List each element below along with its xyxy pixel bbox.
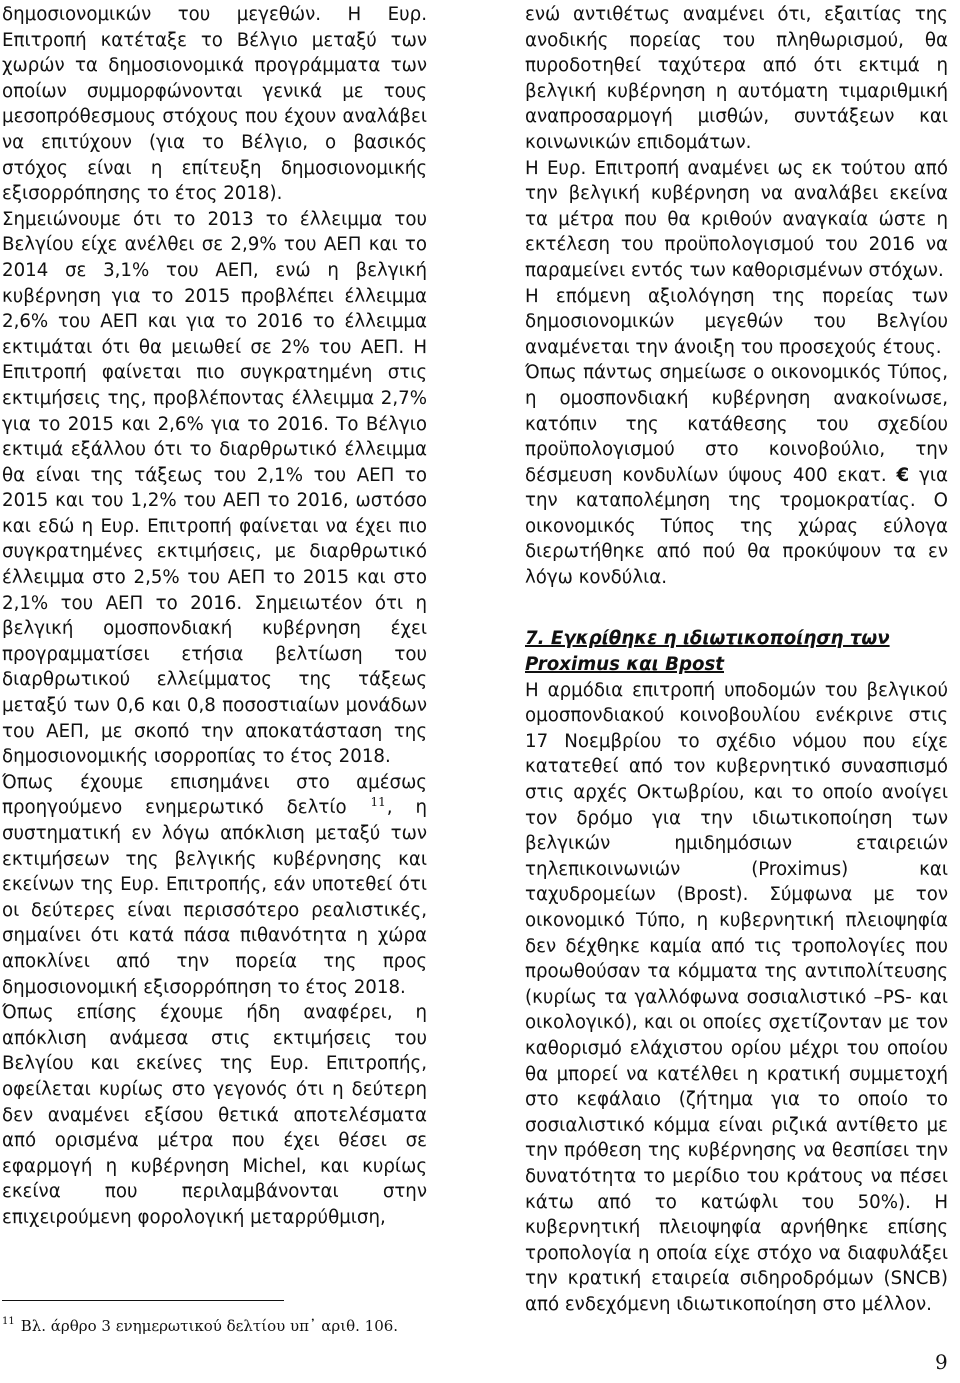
paragraph-inflation-indexation: ενώ αντιθέτως αναμένει ότι, εξαιτίας της ανοδικής πορείας του πληθωρισμού, θα πυροδοτηθεί ταχύτερα από ότι εκτιμά η βελγική κυβέρνηση η αυτόματη τιμαριθμική αναπροσαρμογή μισθών, συντάξεων και κοινωνικών επιδομάτων. xyxy=(525,4,948,153)
page-number: 9 xyxy=(935,1350,948,1374)
footnote-reference-link[interactable]: 11 xyxy=(370,795,386,810)
footnote xyxy=(2,1316,522,1336)
footnote-separator xyxy=(2,1300,284,1301)
paragraph-systematic-deviation xyxy=(2,770,427,1000)
paragraph-terrorism-funds xyxy=(525,360,948,590)
footnote-number: 11 xyxy=(2,1316,15,1327)
paragraph-deviation-reasons: Όπως επίσης έχουμε ήδη αναφέρει, η απόκλιση ανάμεσα στις εκτιμήσεις του Βελγίου και εκείνες της Ευρ. Επιτροπής, οφείλεται κυρίως στο γεγονός ότι η δεύτερη δεν αναμένει εξίσου θετικά αποτελέσματα από ορισμένα μέτρα που έχει θέσει σε εφαρμογή η κυβέρνηση Michel, και κυρίως εκείνα που περιλαμβάνονται στην επιχειρούμενη φορολογική μεταρρύθμιση, xyxy=(2,1002,427,1228)
footnote-text: Βλ. άρθρο 3 ενημερωτικού δελτίου υπ᾽ αριθ. 106. xyxy=(20,1317,399,1335)
section-heading xyxy=(525,626,948,678)
paragraph-fiscal-classification: δημοσιονομικών του μεγεθών. Η Ευρ. Επιτροπή κατέταξε το Βέλγιο μεταξύ των χωρών τα δημοσιονομικά προγράμματα των οποίων συμμορφώνονται γενικά με τους μεσοπρόθεσμους στόχους που έχουν αναλάβει να επιτύχουν (για το Βέλγιο, ο βασικός στόχος είναι η επίτευξη δημοσιονομικής εξισορρόπησης το έτος 2018). xyxy=(2,4,427,205)
paragraph-privatization: Η αρμόδια επιτροπή υποδομών του βελγικού ομοσπονδιακού κοινοβουλίου ενέκρινε στις 17 Νοεμβρίου το σχέδιο νόμου που είχε κατατεθεί από τον κυβερνητικό συνασπισμό στις αρχές Οκτωβρίου, και το οποίο ανοίγει τον δρόμο για την ιδιωτικοποίηση των βελγικών ημιδημόσιων εταιρειών τηλεπικοινωνιών (Proximus) και ταχυδρομείων (Bpost). Σύμφωνα με τον οικονομικό Τύπο, η κυβερνητική πλειοψηφία δεν δέχθηκε καμία από τις τροπολογίες που προωθούσαν τα κόμματα της αντιπολίτευσης (κυρίως τα γαλλόφωνα σοσιαλιστικό –PS- και οικολογικό), και οι οποίες σχετίζονταν με τον καθορισμό ελάχιστου ορίου μέχρι του οποίου θα μπορεί να κατέλθει η κρατική συμμετοχή στο κεφάλαιο (ζήτημα για το οποίο το σοσιαλιστικό κόμμα είναι ριζικά αντίθετο με την πρόθεση της κυβέρνησης να θεσπίσει την δυνατότητα το μερίδιο του κράτους να πέσει κάτω από το κατώφλι του 50%). Η κυβερνητική πλειοψηφία αρνήθηκε επίσης τροπολογία η οποία είχε στόχο να διαφυλάξει την κρατική εταιρεία σιδηροδρόμων (SNCB) από ενδεχόμενη ιδιωτικοποίηση στο μέλλον. xyxy=(525,679,948,1315)
paragraph-next-assessment: Η επόμενη αξιολόγηση της πορείας των δημοσιονομικών μεγεθών του Βελγίου αναμένεται την άνοιξη του προσεχούς έτους. xyxy=(525,285,948,358)
paragraph-deficit-estimates: Σημειώνουμε ότι το 2013 το έλλειμμα του Βελγίου είχε ανέλθει σε 2,9% του ΑΕΠ και το 2014 σε 3,1% του ΑΕΠ, ενώ η βελγική κυβέρνηση για το 2015 προβλέπει έλλειμμα 2,6% του ΑΕΠ και για το 2016 το έλλειμμα εκτιμάται ότι θα μειωθεί σε 2% του ΑΕΠ. Η Επιτροπή φαίνεται πιο συγκρατημένη στις εκτιμήσεις της, προβλέποντας έλλειμμα 2,7% για το 2015 και 2,6% για το 2016. Το Βέλγιο εκτιμά εξάλλου ότι το διαρθρωτικό έλλειμμα θα είναι της τάξεως του 2,1% του ΑΕΠ το 2015 και του 1,2% του ΑΕΠ το 2016, ωστόσο και εδώ η Ευρ. Επιτροπή φαίνεται να έχει πιο συγκρατημένες εκτιμήσεις, με διαρθρωτικό έλλειμμα στο 2,5% του ΑΕΠ το 2015 και στο 2,1% του ΑΕΠ το 2016. Σημειωτέον ότι η βελγική ομοσπονδιακή κυβέρνηση έχει προγραμματίσει ετήσια βελτίωση του διαρθρωτικού ελλείμματος της τάξεως μεταξύ των 0,6 και 0,8 ποσοστιαίων μονάδων του ΑΕΠ, με σκοπό την αποκατάσταση της δημοσιονομικής ισορροπίας το έτος 2018. xyxy=(2,208,427,768)
paragraph-commission-expectation: Η Ευρ. Επιτροπή αναμένει ως εκ τούτου από την βελγική κυβέρνηση να αναλάβει εκείνα τα μέτρα που θα κριθούν αναγκαία ώστε η εκτέλεση του προϋπολογισμού του 2016 να παραμείνει εντός των καθορισμένων στόχων. xyxy=(525,157,948,281)
paragraph-text: Όπως πάντως σημείωσε ο οικονομικός Τύπος, η ομοσπονδιακή κυβέρνηση ανακοίνωσε, κατόπιν της κατάθεσης του σχεδίου προϋπολογισμού στο κοινοβούλιο, την δέσμευση κονδυλίων ύψους 400 εκατ. xyxy=(525,362,948,486)
section-heading-line-1: 7. Εγκρίθηκε η ιδιωτικοποίηση των xyxy=(525,627,890,649)
paragraph-text: για την καταπολέμηση της τρομοκρατίας. Ο οικονομικός Τύπος της χώρας εύλογα διερωτήθηκε από πού θα προκύψουν τα εν λόγω κονδύλια. xyxy=(525,464,948,589)
section-heading-line-2: Proximus και Bpost xyxy=(525,653,724,675)
left-column xyxy=(2,0,427,1231)
euro-sign: € xyxy=(896,464,910,486)
right-column xyxy=(525,0,948,1318)
paragraph-text: Όπως έχουμε επισημάνει στο αμέσως προηγούμενο ενημερωτικό δελτίο xyxy=(2,771,427,819)
paragraph-text: , η συστηματική εν λόγω απόκλιση μεταξύ των εκτιμήσεων της βελγικής κυβέρνησης και εκείνων της Ευρ. Επιτροπής, εάν υποτεθεί ότι οι δεύτερες είναι περισσότερο ρεαλιστικές, σημαίνει ότι κατά πάσα πιθανότητα η χώρα αποκλίνει από την πορεία της προς δημοσιονομική εξισορρόπηση το έτος 2018. xyxy=(2,797,427,998)
